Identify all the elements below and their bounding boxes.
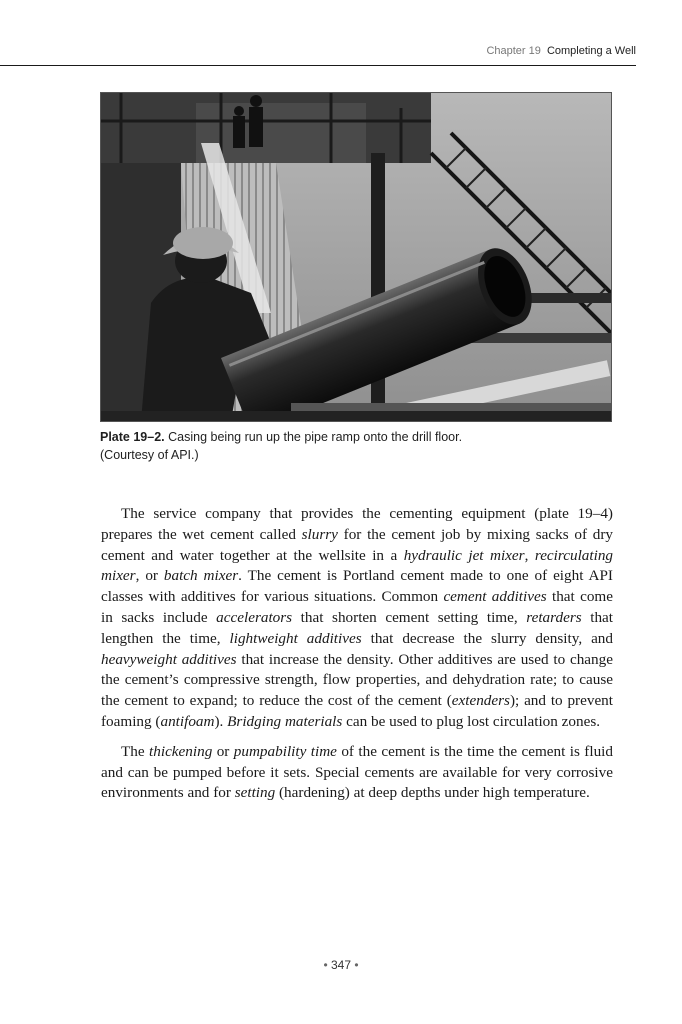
italic-term: lightweight additives [229,629,362,647]
folio-bullet-left: • [323,958,328,972]
italic-term: Bridging materials [227,712,343,730]
italic-term: thickening [149,742,213,760]
italic-term: cement additives [443,588,547,606]
header-rule [0,65,636,66]
italic-term: extenders [451,692,510,710]
text-run: can be used to plug lost circulation zones. [342,712,601,730]
text-run: . The cement is Portland cement made to one of eight API classes with additives for various situations. Common [101,567,613,606]
italic-term: antifoam [160,712,215,730]
italic-term: hydraulic jet mixer [403,546,525,564]
text-run: or [212,742,234,760]
plate-photo [100,92,612,422]
italic-term: retarders [526,608,582,626]
body-text [101,504,613,813]
text-run: (hardening) at deep depths under high temperature. [275,784,590,802]
page-number: 347 [330,958,352,972]
text-run: The [121,742,150,760]
running-head-title: Completing a Well [546,45,636,57]
text-run: for the cement job by mixing sacks of dry cement and water together at the wellsite in a [101,525,613,564]
folio-bullet-right: • [354,958,359,972]
text-run: that increase the density. Other additives are used to change the cement’s compressive strength, flow properties, and dehydration rate; to cause the cement to expand; to reduce the cost of the cement ( [101,650,613,710]
plate-credit: (Courtesy of API.) [100,448,199,462]
italic-term: recirculating mixer [101,546,614,585]
text-run: that decrease the slurry density, and [361,629,613,647]
casing-photo-illustration [101,93,611,421]
text-run: ). [214,712,228,730]
italic-term: setting [234,784,276,802]
page-folio [0,958,682,972]
plate-caption-text: Casing being run up the pipe ramp onto the drill floor. [168,430,463,444]
text-run: , [524,546,535,564]
text-run: that lengthen the time, [101,608,613,647]
plate-caption [100,428,612,464]
plate-label: Plate 19–2. [100,430,165,444]
italic-term: slurry [301,525,338,543]
running-head [0,45,636,65]
running-head-chapter: Chapter 19 [486,45,541,57]
italic-term: pumpability time [233,742,337,760]
body-paragraph [101,504,613,733]
italic-term: batch mixer [163,567,239,585]
text-run: of the cement is the time the cement is fluid and can be pumped before it sets. Special cements are available for very corrosive environments and for [101,742,613,802]
italic-term: accelerators [216,608,293,626]
text-run: ); and to prevent foaming ( [101,692,613,730]
text-run: that shorten cement setting time, [292,608,527,626]
text-run: , or [135,567,164,585]
text-run: The service company that provides the cementing equipment (plate 19–4) prepares the wet cement called [101,505,613,543]
italic-term: heavyweight additives [101,650,237,668]
text-run: that come in sacks include [101,588,613,626]
body-paragraph [101,742,613,804]
